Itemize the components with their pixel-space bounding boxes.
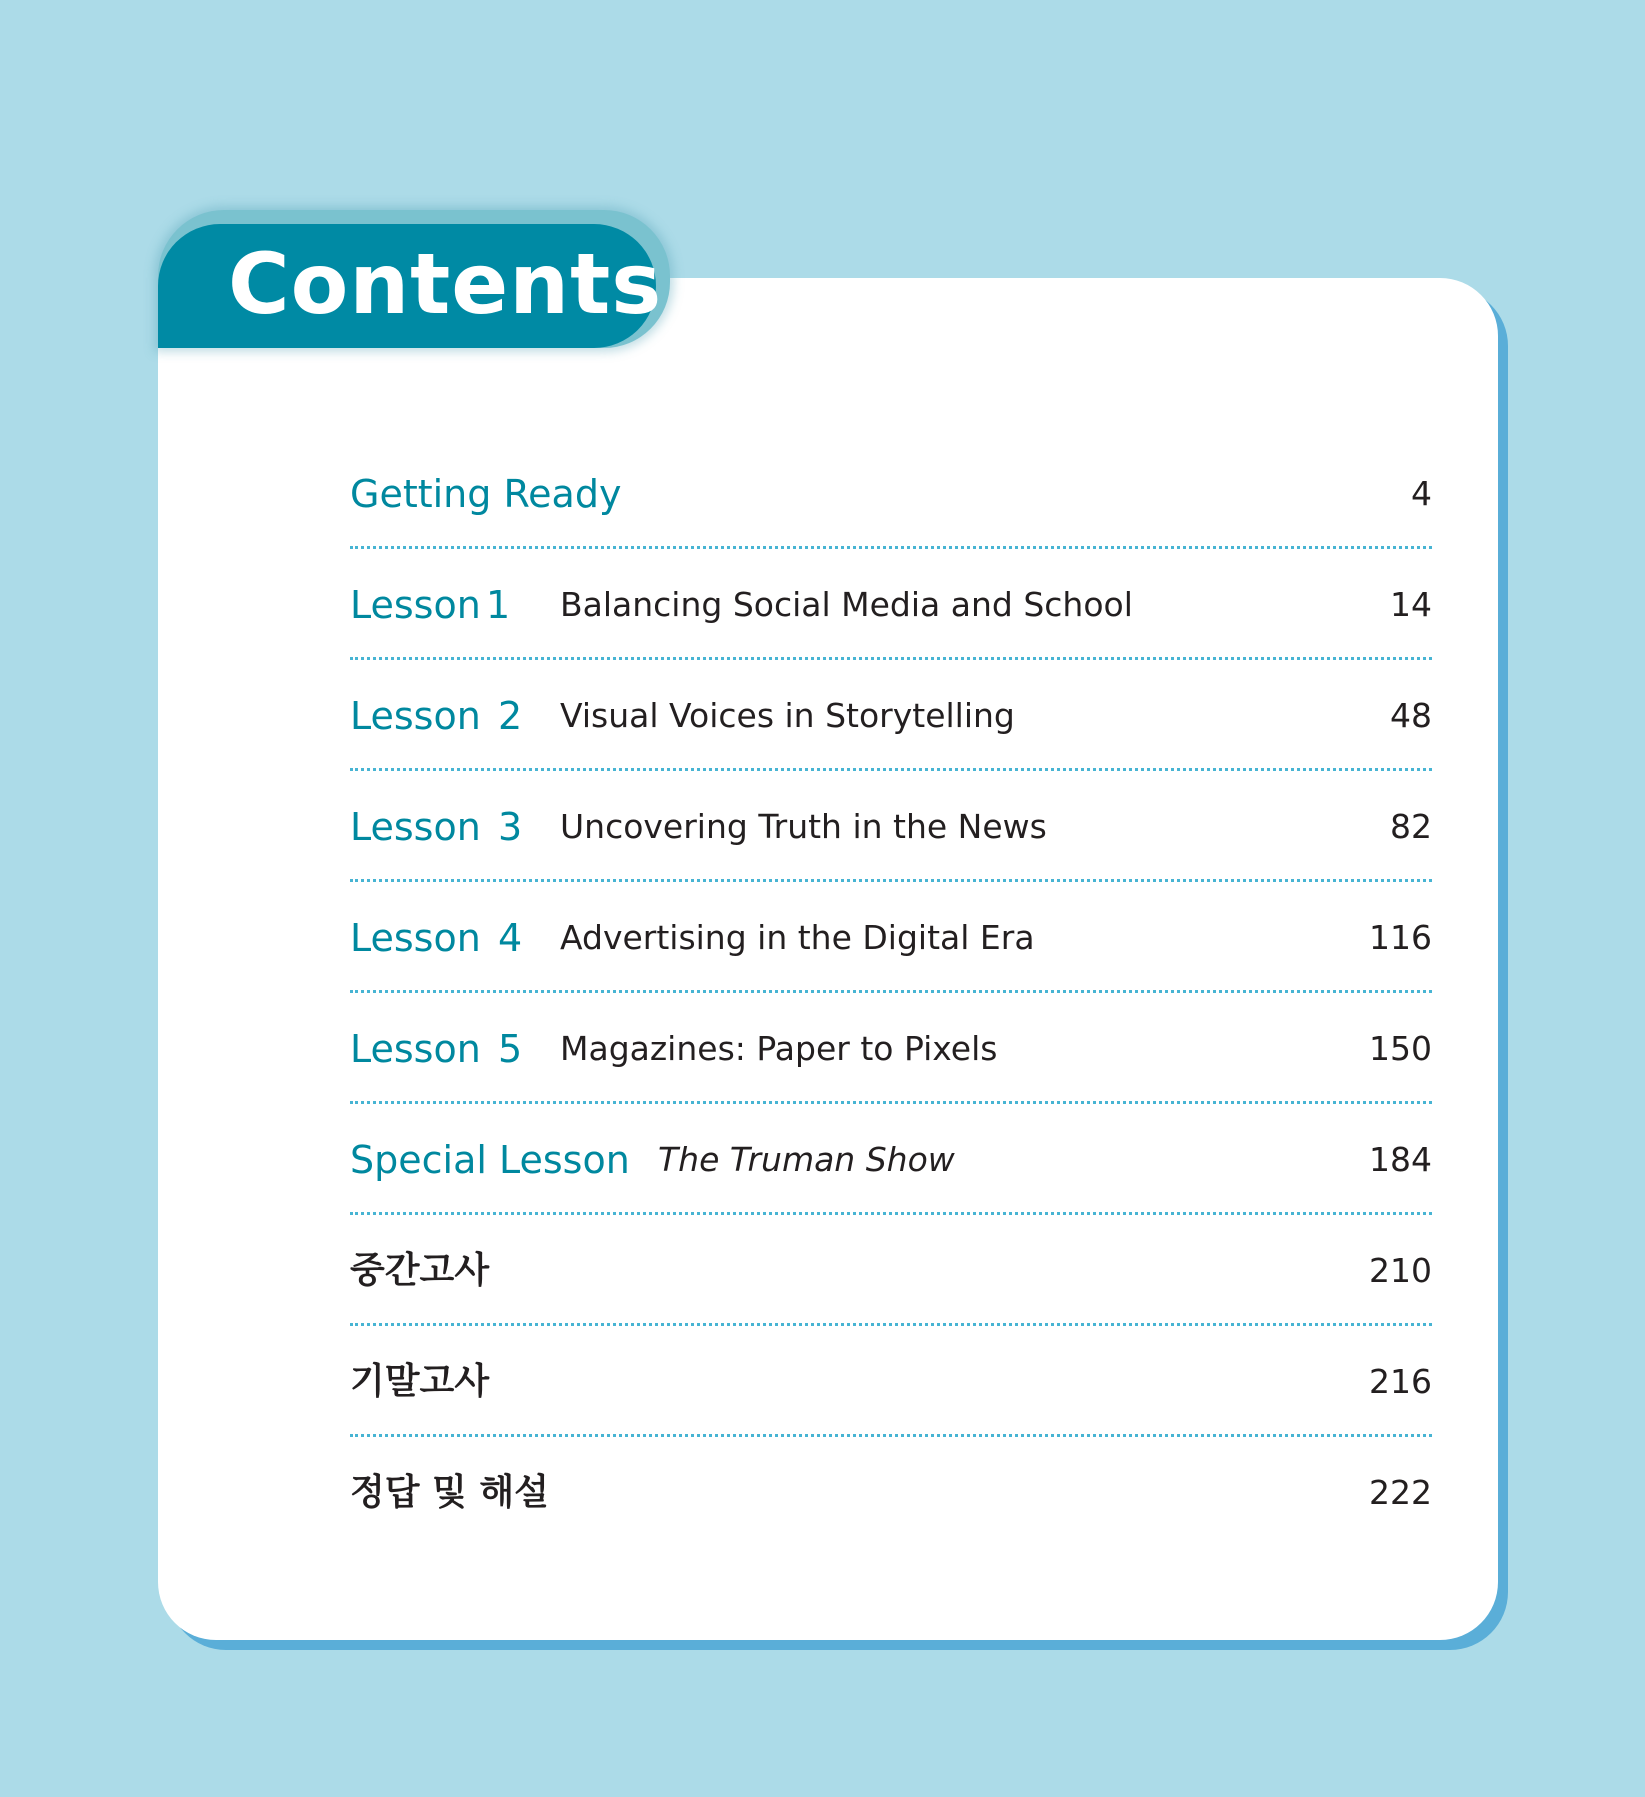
toc-title: Uncovering Truth in the News <box>560 807 1047 846</box>
toc-page-number: 4 <box>1411 474 1432 513</box>
toc-page-number: 216 <box>1369 1362 1432 1401</box>
toc-label: 기말고사 <box>350 1361 490 1402</box>
toc-row-lesson-1[interactable] <box>350 549 1432 660</box>
toc-row-final[interactable] <box>350 1326 1432 1437</box>
toc-title: Advertising in the Digital Era <box>560 918 1035 957</box>
toc-lesson-number: 1 <box>486 583 511 627</box>
toc-lesson-number: 3 <box>498 805 523 849</box>
toc-row-lesson-5[interactable] <box>350 993 1432 1104</box>
toc-row-lesson-4[interactable] <box>350 882 1432 993</box>
toc-page-number: 184 <box>1369 1140 1432 1179</box>
toc-label: Lesson <box>350 916 481 960</box>
toc-row-midterm[interactable] <box>350 1215 1432 1326</box>
toc-page-number: 210 <box>1369 1251 1432 1290</box>
toc-row-special-lesson[interactable] <box>350 1104 1432 1215</box>
toc-label: Lesson <box>350 805 481 849</box>
toc-title: Visual Voices in Storytelling <box>560 696 1015 735</box>
toc-lesson-number: 4 <box>498 916 523 960</box>
toc-label: 정답 및 해설 <box>350 1472 549 1513</box>
toc-row-lesson-2[interactable] <box>350 660 1432 771</box>
toc-label: Lesson <box>350 1027 481 1071</box>
table-of-contents <box>350 438 1432 1548</box>
toc-page-number: 48 <box>1390 696 1432 735</box>
toc-label: Getting Ready <box>350 472 622 516</box>
contents-tab <box>158 224 663 348</box>
toc-lesson-number: 5 <box>498 1027 523 1071</box>
toc-row-answers[interactable] <box>350 1437 1432 1548</box>
toc-title: Balancing Social Media and School <box>560 585 1133 624</box>
toc-row-lesson-3[interactable] <box>350 771 1432 882</box>
page-title: Contents <box>228 235 663 333</box>
toc-label: 중간고사 <box>350 1250 490 1291</box>
toc-page-number: 222 <box>1369 1473 1432 1512</box>
toc-label: Lesson <box>350 694 481 738</box>
toc-page-number: 82 <box>1390 807 1432 846</box>
toc-row-getting-ready[interactable] <box>350 438 1432 549</box>
toc-title: The Truman Show <box>658 1140 955 1179</box>
toc-lesson-number: 2 <box>498 694 523 738</box>
toc-label: Lesson <box>350 583 481 627</box>
toc-label: Special Lesson <box>350 1138 630 1182</box>
toc-page-number: 150 <box>1369 1029 1432 1068</box>
toc-page-number: 116 <box>1369 918 1432 957</box>
toc-title: Magazines: Paper to Pixels <box>560 1029 998 1068</box>
toc-page-number: 14 <box>1390 585 1432 624</box>
